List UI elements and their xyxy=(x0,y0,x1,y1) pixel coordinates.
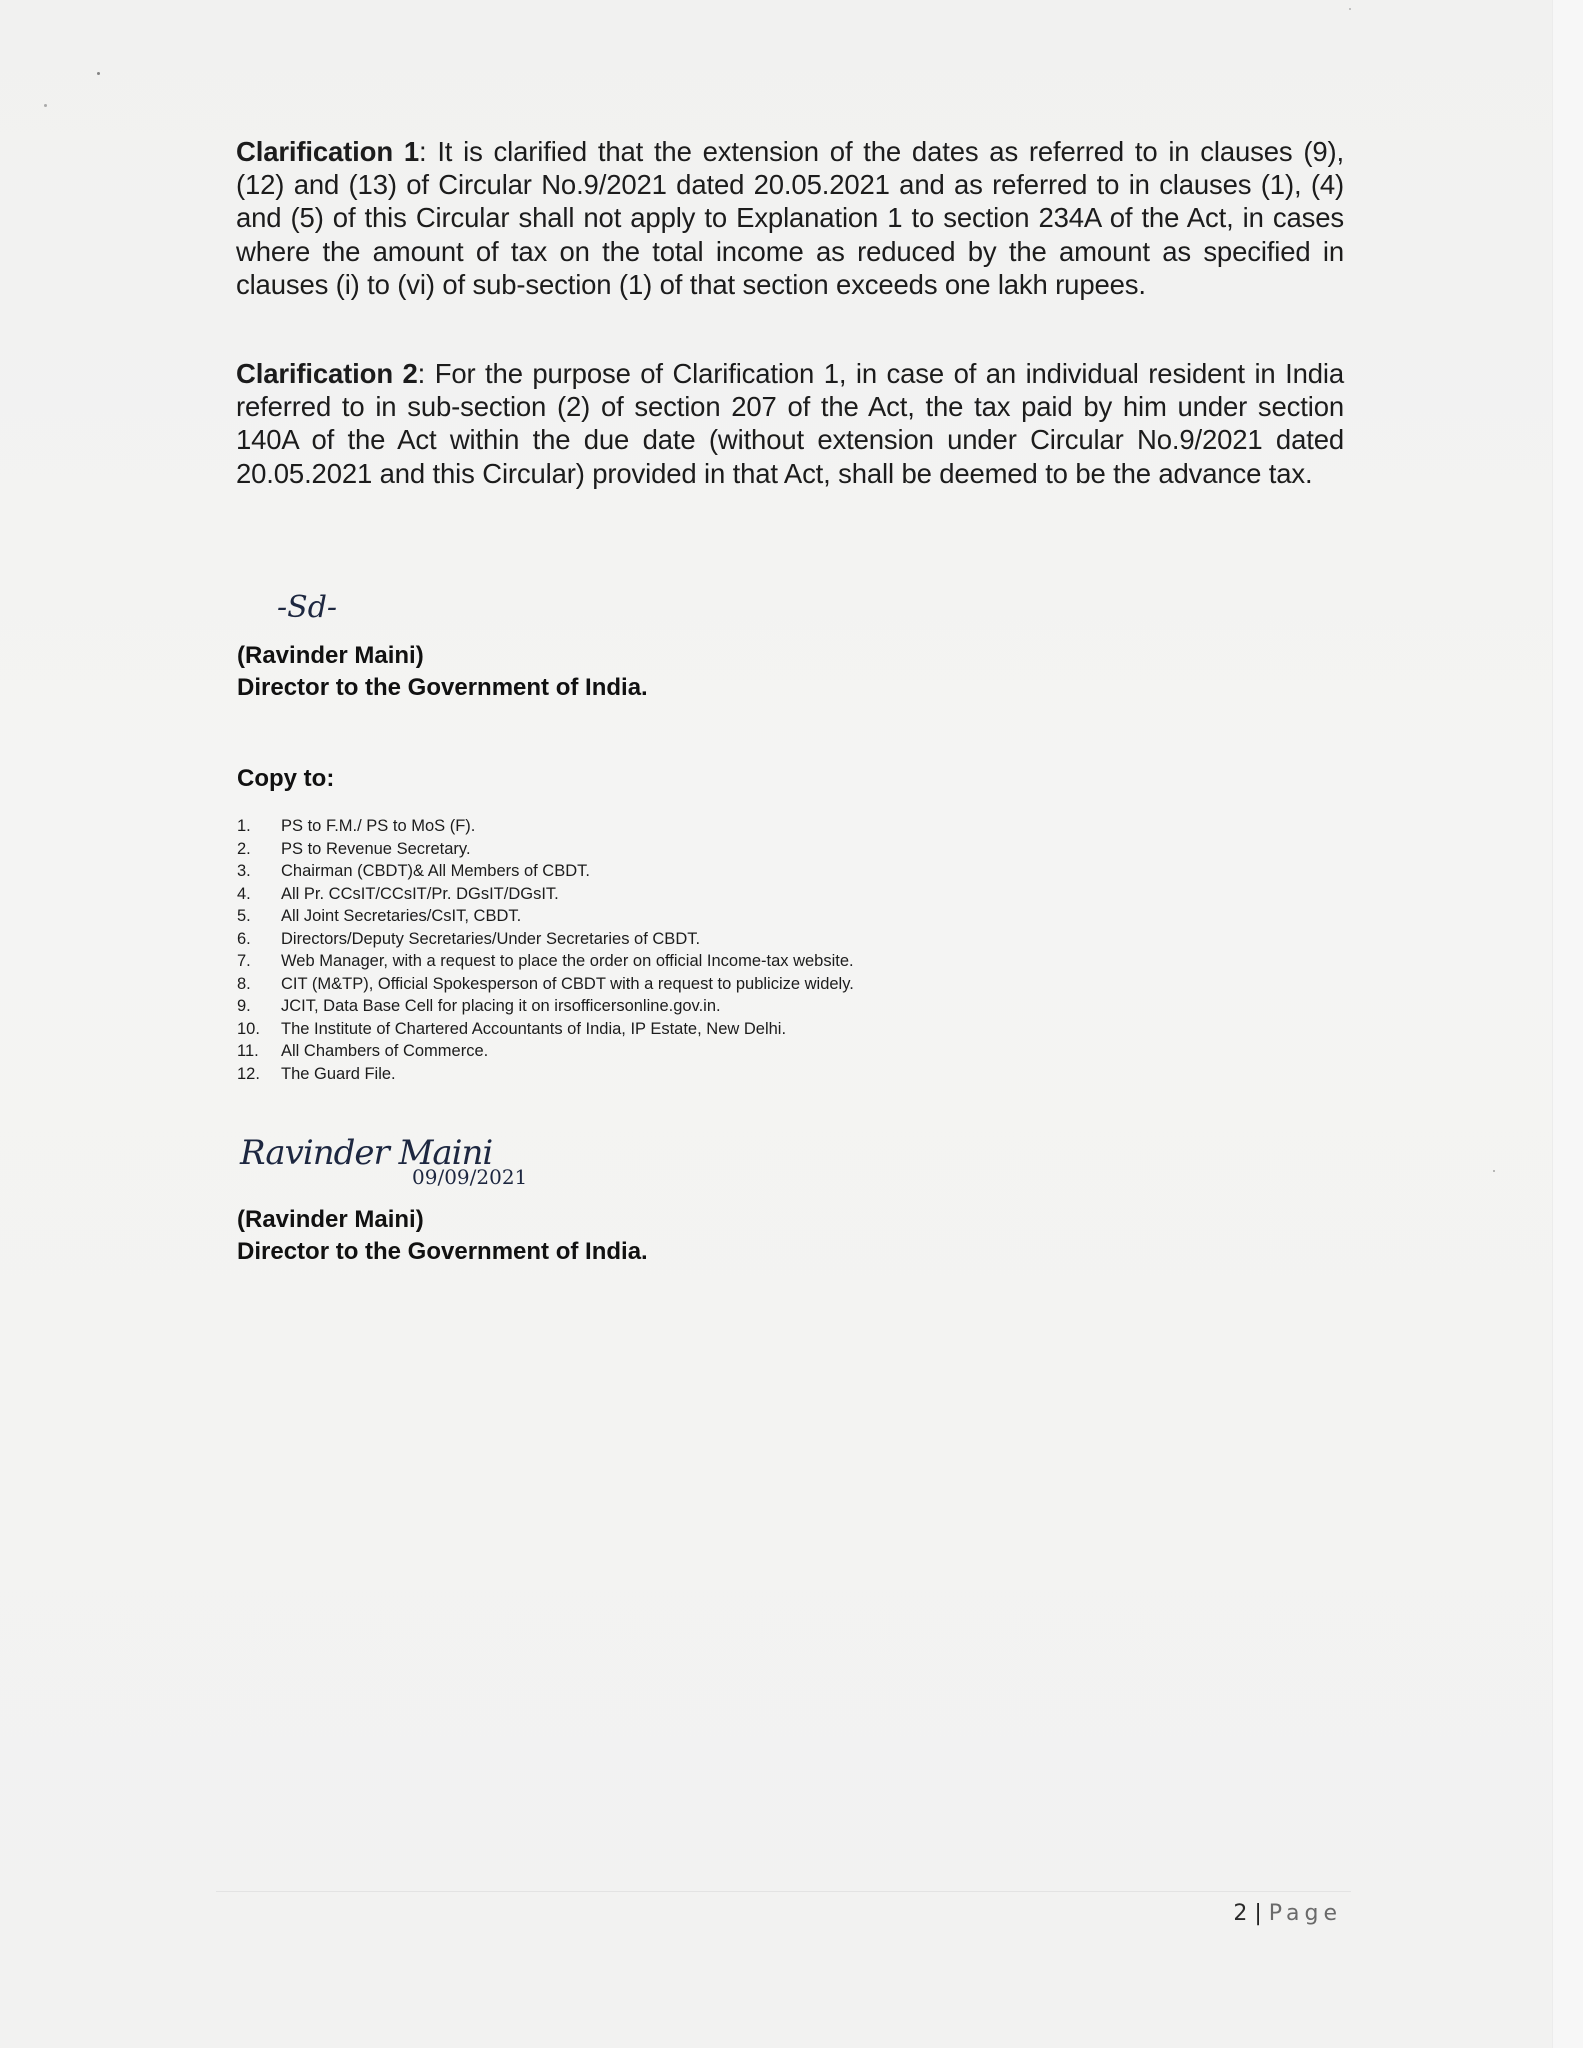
list-item: 5. All Joint Secretaries/CsIT, CBDT. xyxy=(237,907,522,925)
clarification-2-text: : For the purpose of Clarification 1, in case of an individual resident in India referred to in sub-section (2) of section 207 of the Act, the tax paid by him under section 140A of the Act within the due date (without extension under Circular No.9/2021 dated 20.05.2021 and this Circular) provided in that Act, shall be deemed to be the advance tax. xyxy=(236,358,1345,489)
list-item: 2. PS to Revenue Secretary. xyxy=(237,839,471,858)
clarification-1-text: : It is clarified that the extension of the dates as referred to in clauses (9), (12) and (13) of Circular No.9/2021 dated 20.05.2021 and as referred to in clauses (1), (4) and (5) of this Circular shall not apply to Explanation 1 to section 234A of the Act, in cases where the amount of tax on the total income as reduced by the amount as specified in clauses (i) to (vi) of sub-section (1) of that section exceeds one lakh rupees. xyxy=(236,136,1344,300)
signatory-designation: Director to the Government of India. xyxy=(237,674,648,701)
list-item: 3. Chairman (CBDT)& All Members of CBDT. xyxy=(237,862,590,880)
list-item: 8. CIT (M&TP), Official Spokesperson of CBDT with a request to publicize widely. xyxy=(237,974,854,993)
list-item: 1. PS to F.M./ PS to MoS (F). xyxy=(237,817,476,835)
scan-edge xyxy=(1552,0,1583,2048)
signatory-name: (Ravinder Maini) xyxy=(237,642,424,669)
signatory-name: (Ravinder Maini) xyxy=(237,1206,424,1233)
scan-speck xyxy=(44,104,47,107)
page-number xyxy=(1233,1901,1342,1926)
page-label: Page xyxy=(1268,1901,1342,1926)
list-item: 10. The Institute of Chartered Accountants of India, IP Estate, New Delhi. xyxy=(237,1019,787,1038)
scan-speck xyxy=(1349,8,1351,10)
signature-block-1 xyxy=(237,640,648,704)
list-item: 7. Web Manager, with a request to place the order on official Income-tax website. xyxy=(237,952,854,970)
signature-block-2 xyxy=(237,1204,648,1268)
clarification-1 xyxy=(236,135,1344,301)
handwritten-signature: Ravinder Maini xyxy=(240,1133,493,1173)
list-item: 11. All Chambers of Commerce. xyxy=(237,1042,489,1060)
page-separator: | xyxy=(1254,1901,1265,1926)
list-item: 6. Directors/Deputy Secretaries/Under Secretaries of CBDT. xyxy=(237,929,701,948)
list-item: 9. JCIT, Data Base Cell for placing it on irsofficersonline.gov.in. xyxy=(237,997,721,1015)
clarification-1-label: Clarification 1 xyxy=(236,136,419,167)
handwritten-date: 09/09/2021 xyxy=(412,1165,528,1189)
footer-rule xyxy=(216,1891,1351,1892)
clarification-2 xyxy=(236,357,1344,490)
copy-to-heading: Copy to: xyxy=(237,765,335,792)
scan-speck xyxy=(1493,1170,1495,1172)
page-number-value: 2 xyxy=(1233,1901,1251,1926)
signatory-designation: Director to the Government of India. xyxy=(237,1238,648,1265)
list-item: 12. The Guard File. xyxy=(237,1064,396,1083)
handwritten-sd-mark: -Sd- xyxy=(277,590,338,625)
clarification-2-label: Clarification 2 xyxy=(236,358,418,389)
copy-to-list xyxy=(237,815,854,1085)
list-item: 4. All Pr. CCsIT/CCsIT/Pr. DGsIT/DGsIT. xyxy=(237,884,559,903)
scan-speck xyxy=(97,72,100,75)
